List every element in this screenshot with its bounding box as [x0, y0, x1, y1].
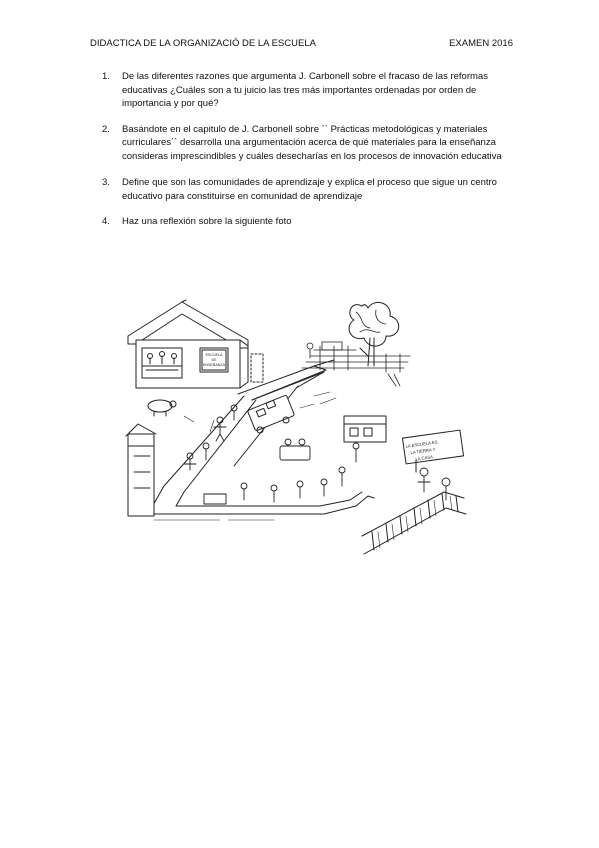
question-number: 2. — [102, 123, 110, 135]
question-item — [102, 123, 512, 164]
question-number: 3. — [102, 177, 110, 188]
exam-year: EXAMEN 2016 — [449, 38, 513, 49]
garden-drawing — [302, 342, 410, 386]
question-item — [102, 176, 512, 203]
small-building-drawing — [126, 424, 156, 516]
question-number: 4. — [102, 216, 110, 227]
question-item — [102, 215, 512, 229]
svg-text:LA CASA: LA CASA — [415, 454, 434, 462]
question-item — [102, 70, 512, 111]
svg-text:ESCUELA: ESCUELA — [205, 353, 223, 357]
school-illustration — [124, 296, 468, 568]
question-text: De las diferentes razones que argumenta J. Carbonell sobre el fracaso de las reformas educativas ¿Cuáles son a tu juicio las tres más importantes ordenadas por orden de importancia y por qué? — [122, 71, 488, 109]
vehicle-drawing — [247, 395, 294, 433]
svg-text:DE: DE — [211, 358, 217, 362]
question-text: Haz una reflexión sobre la siguiente foto — [122, 216, 292, 227]
course-title: DIDACTICA DE LA ORGANIZACIÓ DE LA ESCUELA — [90, 38, 316, 49]
fence-drawing — [362, 492, 466, 554]
right-sign-drawing — [402, 430, 463, 472]
svg-text:LA ESCUELA ES: LA ESCUELA ES — [405, 439, 438, 449]
question-list — [102, 70, 512, 229]
page-header — [90, 38, 513, 52]
cabinet-drawing — [344, 416, 386, 442]
question-text: Basándote en el capitulo de J. Carbonell sobre `` Prácticas metodológicas y materiales curriculares´´ desarrolla una argumentación acerca de qué materiales para la enseñanza consideras imprescindibles y cuáles desecharías en los procesos de innovación educativa — [122, 123, 502, 162]
school-building-drawing — [128, 300, 263, 388]
question-text: Define que son las comunidades de aprendizaje y explica el proceso que sigue un centro educativo para constituirse en comunidad de aprendizaje — [122, 177, 497, 202]
question-number: 1. — [102, 71, 110, 82]
tree-drawing — [349, 302, 399, 366]
svg-text:ENSEÑANZA: ENSEÑANZA — [203, 363, 225, 367]
school-sign-drawing — [202, 350, 226, 370]
animal-drawing — [148, 400, 176, 416]
svg-text:LA TIERRA Y: LA TIERRA Y — [410, 446, 436, 456]
